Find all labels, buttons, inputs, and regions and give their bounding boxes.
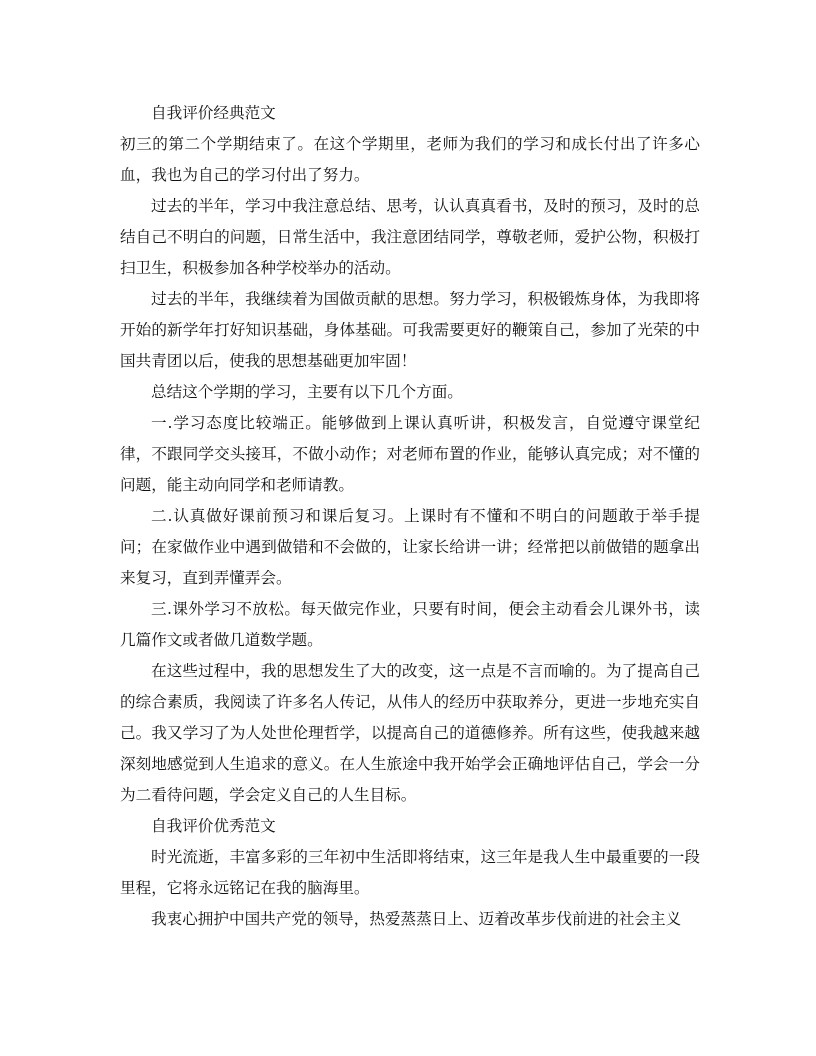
paragraph: 一.学习态度比较端正。能够做到上课认真听讲，积极发言，自觉遵守课堂纪律，不跟同学交头接耳，不做小动作；对老师布置的作业，能够认真完成；对不懂的问题，能主动向同学和老师请教。 xyxy=(120,414,700,494)
paragraph: 时光流逝，丰富多彩的三年初中生活即将结束，这三年是我人生中最重要的一段里程，它将永远铭记在我的脑海里。 xyxy=(120,848,700,897)
paragraph: 二.认真做好课前预习和课后复习。上课时有不懂和不明白的问题敢于举手提问；在家做作业中遇到做错和不会做的，让家长给讲一讲；经常把以前做错的题拿出来复习，直到弄懂弄会。 xyxy=(120,507,700,587)
paragraph: 三.课外学习不放松。每天做完作业，只要有时间，便会主动看会儿课外书，读几篇作文或者做几道数学题。 xyxy=(120,600,700,649)
section-title: 自我评价经典范文 xyxy=(151,104,276,122)
document-page xyxy=(120,98,700,935)
paragraph: 我衷心拥护中国共产党的领导，热爱蒸蒸日上、迈着改革步伐前进的社会主义 xyxy=(151,910,682,928)
paragraph: 过去的半年，学习中我注意总结、思考，认认真真看书，及时的预习，及时的总结自己不明白的问题，日常生活中，我注意团结同学，尊敬老师，爱护公物，积极打扫卫生，积极参加各种学校举办的活动。 xyxy=(120,197,700,277)
paragraph: 过去的半年，我继续着为国做贡献的思想。努力学习，积极锻炼身体，为我即将开始的新学年打好知识基础，身体基础。可我需要更好的鞭策自己，参加了光荣的中国共青团以后，使我的思想基础更加牢固！ xyxy=(120,290,700,370)
paragraph: 总结这个学期的学习，主要有以下几个方面。 xyxy=(151,383,463,401)
paragraph: 在这些过程中，我的思想发生了大的改变，这一点是不言而喻的。为了提高自己的综合素质，我阅读了许多名人传记，从伟人的经历中获取养分，更进一步地充实自己。我又学习了为人处世伦理哲学，以提高自己的道德修养。所有这些，使我越来越深刻地感觉到人生追求的意义。在人生旅途中我开始学会正确地评估自己，学会一分为二看待问题，学会定义自己的人生目标。 xyxy=(120,662,700,804)
section-title: 自我评价优秀范文 xyxy=(151,817,276,835)
paragraph: 初三的第二个学期结束了。在这个学期里，老师为我们的学习和成长付出了许多心血，我也为自己的学习付出了努力。 xyxy=(120,135,700,184)
